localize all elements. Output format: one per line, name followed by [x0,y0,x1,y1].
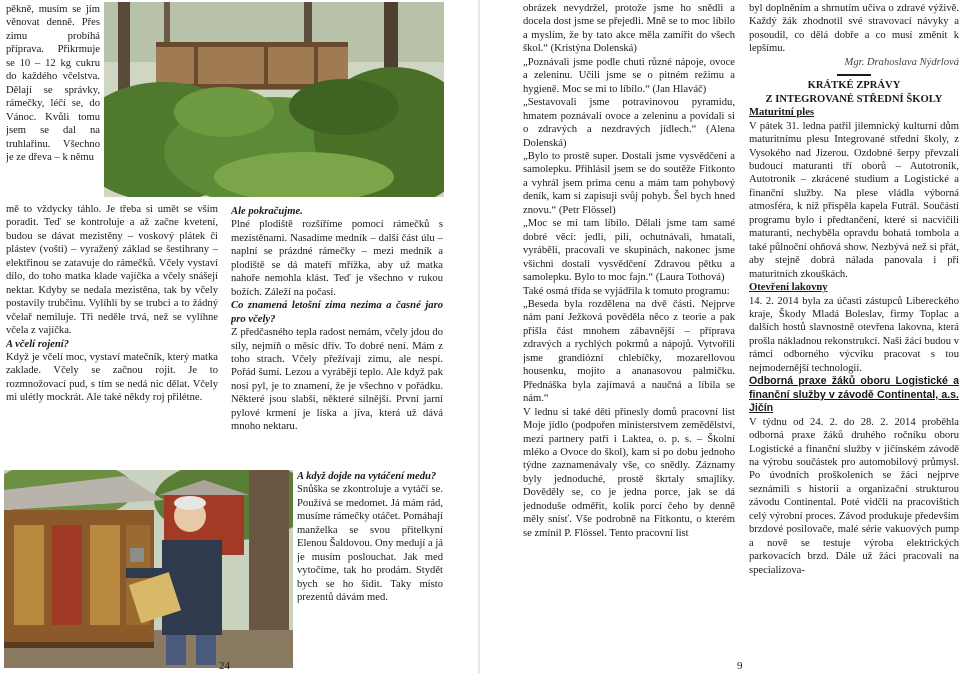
heading-honey: A když dojde na vytáčení medu? [297,471,437,482]
right-col2 [749,2,959,670]
beehive-shed-illustration [104,2,444,197]
paragraph: V pátek 31. ledna patřil jilemnický kulturní dům maturitnímu plesu Integrované střední školy, z Vysokého nad Jizerou. Ozdobné šerpy převzali budoucí maturanti tří oborů – Autotronik, Autotronik – zkrácené studium a Logistické a finanční služby. Na plese vládla výborná atmosféra, k níž přispěla kapela Futrál. Součástí programu bylo i předtančení, které si nacvičili maturanti, nechyběla opravdu bohatá tombola a také půlnoční ohňová show. Nezbývá než si přát, aby stejně dobrá nálada panovala i při maturitních zkouškách. [749,120,959,280]
paragraph: byl doplněním a shrnutím učiva o zdravé výživě. Každý žák zhodnotil své stravovací návyky a posoudil, co dělá dobře a co musí změnit k lepšímu. [749,3,959,55]
paragraph: V týdnu od 24. 2. do 28. 2. 2014 proběhla odborná praxe žáků druhého ročníku oboru Logistické a finanční služby v jičínském závodě na výrobu součástek pro automobilový průmysl. Po úvodních proškoleních se žáci nejprve seznámili s historií a organizační strukturou závodu Continental. Poté vidčli na pracovištích celý výrobní proces. Závod produkuje především brzdové posilovače, malé série vakuových pump a nově se testuje výroba elektrických parkovacích brzd. Dále už žáci pracovali na specializova- [749,416,959,576]
heading-winter: Co znamená letošní zima nezima a časné jaro pro včely? [231,300,443,325]
paragraph: Také osmá třída se vyjádřila k tomuto programu: [523,285,730,297]
right-col1 [523,2,735,658]
photo-beehive-shed [104,2,444,197]
heading-paint-shop: Otevření lakovny [749,282,828,294]
signature: Mgr. Drahoslava Nýdrlová [844,56,959,68]
paragraph: V lednu si také děti přinesly domů pracovní list Moje jídlo (podpořen ministerstvem zemědělství, mezi partnery patří i Laktea, o. p. s. – Školní mléko a Ovoce do škol), kam si po dobu jednoho týdne zaznamenávaly vše, co snědly. Záznamy byly jednoduché, prostě škrtaly smajlíky. Dověděly se, co je jedna porce, jak se dá jednoduše odměřit, kolik porcí čeho by denně měly snísť. Vše podrobně na Fitkontu, o kterém se zmínil P. Flössel. Tento pracovní list [523,406,735,539]
beekeeper-illustration [4,470,293,668]
paragraph: „Moc se mi tam líbilo. Dělali jsme tam samé dobré věci: jedli, pili, ochutnávali, hmatali, vyráběli, pracovali ve skupinách, nakonec jsme všichni dostali vysvědčení Zdravou pětku a samolepku. Bylo to moc fajn.“ (Laura Tothová) [523,218,735,284]
left-col1-narrow [6,3,100,207]
heading-practice: Odborná praxe žáků oboru Logistické a finanční služby v závodě Continental, a.s. Jičín [749,375,959,415]
photo-beekeeper [4,470,293,668]
paragraph: Z předčasného tepla radost nemám, včely jdou do síly, nejmíň o měsíc dřív. To dobré není. Mám z toho strach. Včely přežívají zimu, ale nespí. Pořád šumí. Lezou a vyrábějí teplo. Ale když pak nosí pyl, je to znamení, že je všechno v pořádku. Některé jsou slabší, některé silnější. První jarní pylové krmení je líska a jíva, která už dává mnoho nektaru. [231,327,443,433]
paragraph: pěkně, musím se jím věnovat denně. Přes zimu probíhá příprava. Přikrmuje se 10 – 12 kg cukru do každého včelstva. Dělají se správky, rámečky, léčí se, do Vánoc. Kvůli tomu jsem se dal na truhlařinu. Všechno je ze dřeva – k němu [6,4,100,163]
page-number-left: 24 [219,660,230,672]
paragraph: Snůška se zkontroluje a vytáčí se. Používá se medomet. Já mám rád, musíme rámečky otáčet. Pomáhají manželka se svou přítelkyní Elenou Šaldovou. Ony medují a já je musím poslouchat. Jak med vytočíme, tak ho prodám. Stydět bych se ho šidit. Taky místo prezentů dávám med. [297,484,443,604]
paragraph: „Sestavovali jsme potravinovou pyramidu, hmatem poznávali ovoce a zeleninu a povídali si o zdravých a nezdravých jídlech.“ (Alena Dolenská) [523,97,735,149]
section-divider [837,74,871,76]
heading-continue: Ale pokračujme. [231,206,303,217]
heading-swarming: A včelí rojení? [6,338,69,350]
paragraph: Plné plodiště rozšíříme pomocí rámečků s mezistěnami. Nasadíme medník – další část úlu – naplní se prázdné rámečky – mezi medník a plodiště se dá mateří mřížka, aby už matka nahoře nemohla klást. Teď je všechno v rukou božích. Záleží na počasí. [231,219,443,298]
paragraph: „Bylo to prostě super. Dostali jsme vysvědčení a samolepku. Přihlásil jsem se do soutěže Fitkonto a vyhrál jsem prima cenu a mám tam pohybový deník, kam si zapisuji svůj pohyb. Šel bych hned znovu.“ (Petr Flössel) [523,150,735,216]
left-col2-bottom [297,470,443,658]
paragraph: „Beseda byla rozdělena na dvě části. Nejprve nám paní Ježková pověděla něco z teorie a pak přišla část mnohem zábavnější – příprava zdravých a rychlých pokrmů a nápojů. Vytvořili jsme grandiózní chlebíčky, mozarellovou housenku, mojito a ananasovou palmičku. Přednáška byla zajímavá a naučná a líbila se nám.“ [523,298,735,405]
paragraph: Když je včelí moc, vystaví matečník, který matka zaklade. Včely se začnou rojit. Je to rozmnožovací pud, s tím se nedá nic dělat. Včely mi ulétly mockrát. Ale také někdy roj přilétne. [6,351,218,404]
page-fold [478,0,480,673]
left-col2 [231,205,443,468]
heading-prom: Maturitní ples [749,107,815,119]
paragraph: „Poznávali jsme podle chuti různé nápoje, ovoce a zeleninu. Učili jsme se o pitném režimu a hygieně. Moc se mi to líbilo.“ (Jan Hlaváč) [523,56,735,95]
section-title-school: Z INTEGROVANÉ STŘEDNÍ ŠKOLY [765,93,943,105]
section-title-short-news: KRÁTKÉ ZPRÁVY [807,80,901,92]
paragraph: 14. 2. 2014 byla za účasti zástupců Libereckého kraje, Škody Mladá Boleslav, firmy Toplac a dalších hostů slavnostně otevřena lakovna, která prošla nákladnou rekonstrukcí. Naši žáci budou v rámci odborného výcviku pracovat s tou nejmodernější technologií. [749,295,959,374]
page-number-right: 9 [737,660,743,672]
paragraph: mě to vždycky táhlo. Je třeba si umět se vším poradit. Teď se kontroluje a až začne kvetení, budou se dávat mezistěny – voskový plátek či plástev (vošti) – vyražený základ se šestihrany – elektřinou se zatavuje do rámečků. Včely vystaví dílo, do toho matka klade vajíčka a včely snášejí nektar. Kdyby se nedala mezistěna, tak by včely postavily trubčinu. Vylíhlí by se trubci a to žádný včelař nemiluje. Tři neděle trvá, než se vylíhne včela z vajíčka. [6,204,218,337]
left-col1-wide [6,203,218,465]
paragraph: obrázek nevydržel, protože jsme ho snědli a docela dost jsme se přejedli. Mně se to moc líbilo a myslím, že by tato akce měla zamířit do všech škol.“ (Kristýna Dolenská) [523,3,735,55]
